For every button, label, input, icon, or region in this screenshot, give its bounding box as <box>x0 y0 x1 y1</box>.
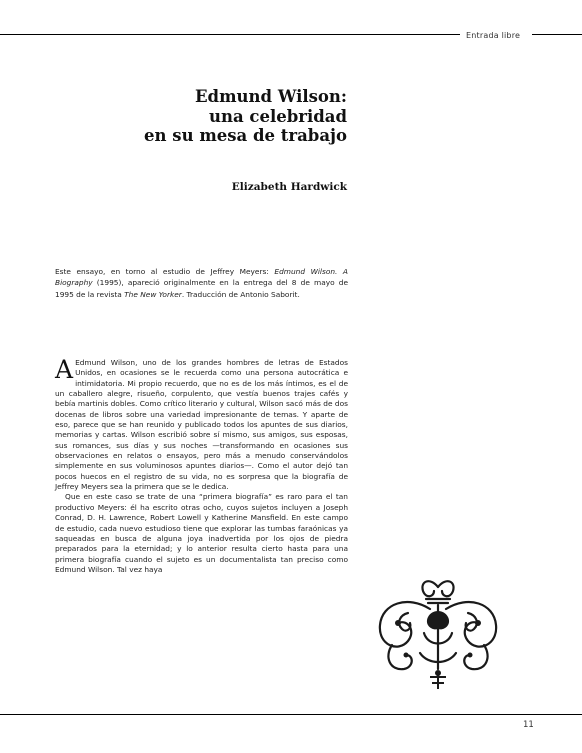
note-part-3: . Traducción de Antonio Saborit. <box>181 289 300 299</box>
title-line-2: una celebridad <box>208 106 347 126</box>
body-paragraph-2: Que en este caso se trate de una “primera biografía” es raro para el tan productivo Meyers: él ha escrito otras ocho, cuyos sujetos incluyen a Joseph Conrad, D. H. Lawrence, Robert Lowell y Katherine Mansfield. En este campo de estudio, cada nuevo estudioso tiene que explorar las tumbas faraónicas ya saqueadas en busca de alguna joya inadvertida por los ojos de piedra preparados para la eternidad; y lo anterior resulta cierto hasta para una primera biografía cuando el sujeto es un documentalista tan preciso como Edmund Wilson. Tal vez haya <box>55 492 348 574</box>
article-title <box>47 87 347 146</box>
note-magazine: The New Yorker <box>124 289 182 299</box>
note-part-2: (1995), apareció originalmente en la entrega del 8 de mayo de 1995 de la revista <box>55 278 348 299</box>
body-paragraph-1 <box>55 355 348 492</box>
drop-cap: A <box>55 355 74 384</box>
title-line-1: Edmund Wilson: <box>194 87 347 106</box>
note-part-1: Este ensayo, en torno al estudio de Jeffrey Meyers: <box>55 267 275 276</box>
baroque-fleuron-icon <box>368 573 508 691</box>
header-rule-left <box>0 34 460 35</box>
footer-rule <box>0 714 582 715</box>
page-number: 11 <box>523 720 534 730</box>
article-author: Elizabeth Hardwick <box>231 181 347 193</box>
title-line-3: en su mesa de trabajo <box>144 126 347 145</box>
header-rule-right <box>532 34 582 35</box>
article-body <box>55 355 348 575</box>
note-book-title: Edmund Wilson. A Biography <box>55 267 348 288</box>
paragraph-1-text: Edmund Wilson, uno de los grandes hombres de letras de Estados Unidos, en ocasiones se le recuerda como una persona autocrática e intimidatoria. Mi propio recuerdo, que no es de los más íntimos, es el de un caballero alegre, risueño, corpulento, que vestía buenos trajes cafés y bebía martinis dobles. Como crítico literario y cultural, Wilson sacó más de dos docenas de libros sobre una variedad impresionante de temas. Y aparte de eso, parece que se han reunido y publicado todos los apuntes de sus diarios, memorias y cartas. Wilson escribió sobre sí mismo, sus amigos, sus esposas, sus romances, sus días y sus noches —transformando en ocasiones sus observaciones en relatos o ensayos, pero más a menudo conservándolos simplemente en sus voluminosos apuntes diarios—. Como el autor dejó tan pocos huecos en el registro de su vida, no es sorpresa que la biografía de Jeffrey Meyers sea la primera que se le dedica. <box>55 358 348 492</box>
source-note <box>55 266 348 300</box>
section-tag: Entrada libre <box>466 31 521 40</box>
